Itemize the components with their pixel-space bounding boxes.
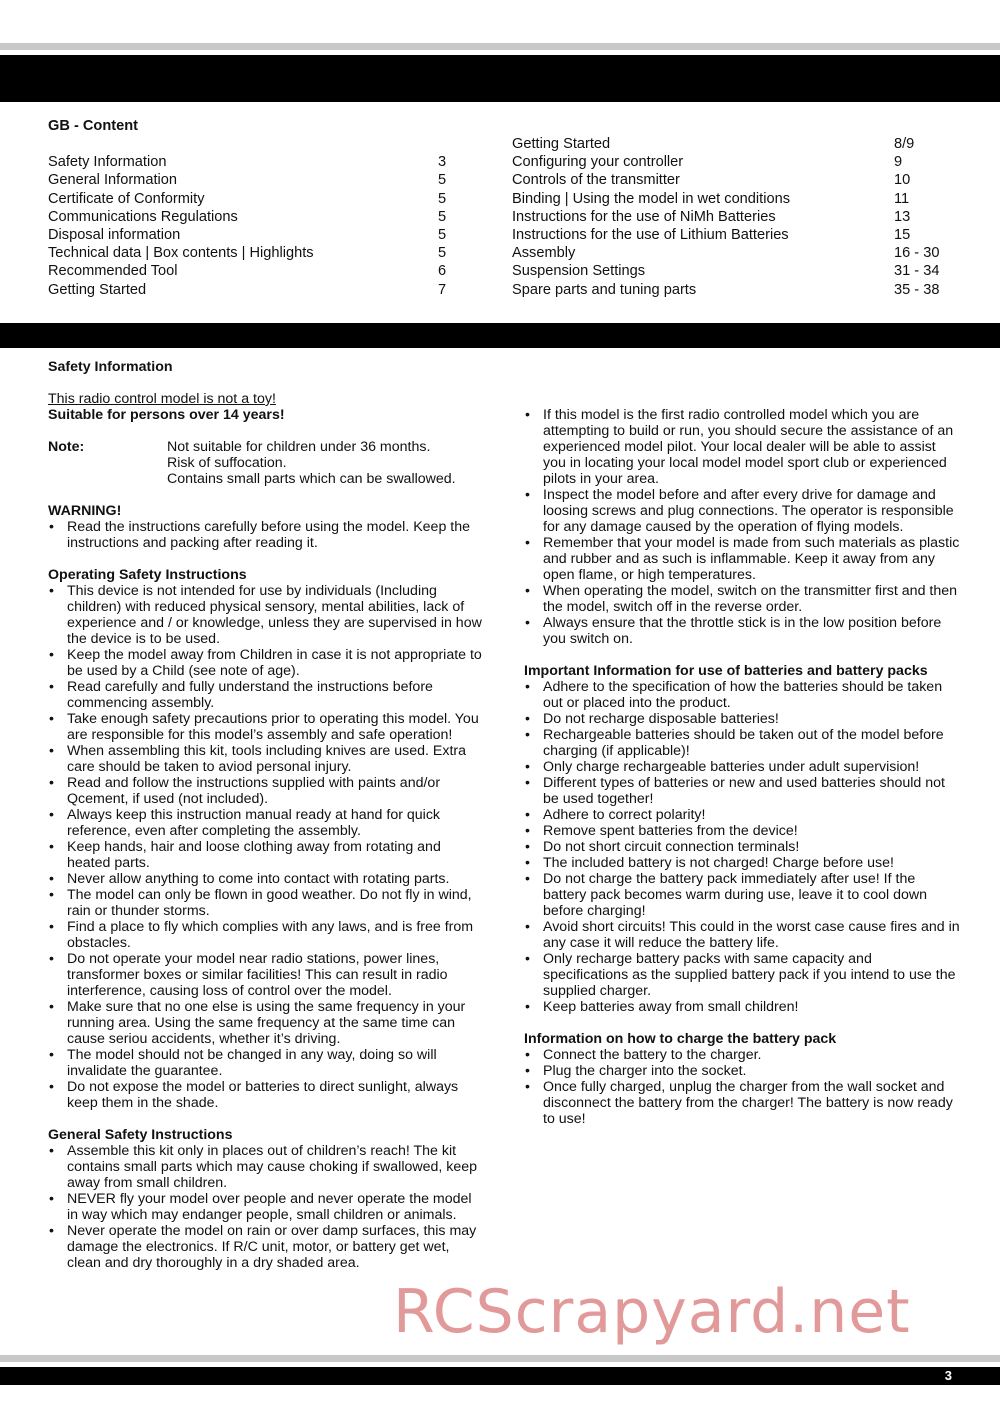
general-list — [48, 1143, 484, 1271]
toc-entry-title: Safety Information — [48, 154, 167, 171]
toc-entry-title: Suspension Settings — [512, 263, 646, 280]
list-item: • Only charge rechargeable batteries under adult supervision! — [524, 759, 960, 775]
battery-title: Important Information for use of batteries and battery packs — [524, 663, 928, 679]
toc-left — [48, 117, 447, 299]
header-banner — [0, 55, 1000, 102]
note-block — [48, 439, 484, 487]
toc-entry-title: Disposal information — [48, 227, 181, 244]
list-item: • Keep the model away from Children in case it is not appropriate to be used by a Child (see note of age). — [48, 647, 484, 679]
list-item: • Read the instructions carefully before using the model. Keep the instructions and packing after reading it. — [48, 519, 484, 551]
list-item: • The model can only be flown in good weather. Do not fly in wind, rain or thunder storms. — [48, 887, 484, 919]
toc-entry — [512, 244, 942, 262]
section-banner — [0, 323, 1000, 348]
toc-entry: Certificate of Conformity 5 — [48, 190, 447, 207]
toc-entry-title: Controls of the transmitter — [512, 172, 680, 189]
toc-entry — [512, 262, 942, 280]
toc-entry — [512, 281, 942, 299]
toc-entry — [512, 208, 942, 226]
safety-left-column — [48, 359, 484, 1271]
toc-entry: Recommended Tool 6 — [48, 263, 447, 280]
list-item: • Take enough safety precautions prior to operating this model. You are responsible for this model’s assembly and safe operation! — [48, 711, 484, 743]
list-item: • Only recharge battery packs with same capacity and specifications as the supplied battery pack if you intend to use the supplied charger. — [524, 951, 960, 999]
operating-title: Operating Safety Instructions — [48, 567, 247, 583]
top-grey-rule — [0, 43, 1000, 50]
toc-entry-title: Assembly — [512, 245, 576, 262]
list-item: • The model should not be changed in any way, doing so will invalidate the guarantee. — [48, 1047, 484, 1079]
list-item: • This device is not intended for use by individuals (Including children) with reduced physical sensory, mental abilities, lack of experience and / or knowledge, unless they are supervised in how the device is to be used. — [48, 583, 484, 647]
safety-title: Safety Information — [48, 359, 173, 375]
list-item: • Rechargeable batteries should be taken out of the model before charging (if applicable)! — [524, 727, 960, 759]
list-item: • Different types of batteries or new and used batteries should not be used together! — [524, 775, 960, 807]
right-safety-list — [524, 407, 960, 647]
toc-entry-title: General Information — [48, 172, 177, 189]
list-item: • The included battery is not charged! Charge before use! — [524, 855, 960, 871]
charge-list — [524, 1047, 960, 1127]
toc-entry-title: Certificate of Conformity — [48, 190, 205, 207]
list-item: • Remove spent batteries from the device! — [524, 823, 960, 839]
list-item: • Connect the battery to the charger. — [524, 1047, 960, 1063]
toc-entry-title: Spare parts and tuning parts — [512, 281, 697, 298]
toc-entry: Communications Regulations 5 — [48, 208, 447, 225]
note-line: Not suitable for children under 36 months. — [167, 439, 431, 455]
toc-entry-page: 9 — [894, 154, 903, 171]
charge-title: Information on how to charge the battery pack — [524, 1031, 837, 1047]
list-item: • NEVER fly your model over people and never operate the model in way which may endanger people, small children or animals. — [48, 1191, 484, 1223]
list-item: • Never operate the model on rain or over damp surfaces, this may damage the electronics. If R/C unit, motor, or battery get wet, clean and dry thoroughly in a dry shaded area. — [48, 1223, 484, 1271]
list-item: • Remember that your model is made from such materials as plastic and rubber and as such is inflammable. Keep it away from any open flame, or high temperatures. — [524, 535, 960, 583]
list-item: • Read carefully and fully understand the instructions before commencing assembly. — [48, 679, 484, 711]
list-item: • Plug the charger into the socket. — [524, 1063, 960, 1079]
bottom-grey-rule — [0, 1355, 1000, 1362]
list-item: • Adhere to correct polarity! — [524, 807, 960, 823]
list-item: • Do not expose the model or batteries to direct sunlight, always keep them in the shade. — [48, 1079, 484, 1111]
toc-entry-page: 31 - 34 — [894, 263, 940, 280]
toc-entry-page: 16 - 30 — [894, 245, 940, 262]
watermark: RCScrapyard.net — [393, 1277, 911, 1347]
list-item: • Do not recharge disposable batteries! — [524, 711, 960, 727]
note-line: Contains small parts which can be swallowed. — [167, 471, 456, 487]
list-item: • Keep hands, hair and loose clothing away from rotating and heated parts. — [48, 839, 484, 871]
toc-entry-page: 15 — [894, 227, 911, 244]
list-item: • Do not short circuit connection terminals! — [524, 839, 960, 855]
not-a-toy-text: This radio control model is not a toy! — [48, 391, 276, 407]
age-text: Suitable for persons over 14 years! — [48, 407, 285, 423]
list-item: • Keep batteries away from small children! — [524, 999, 960, 1015]
toc-entry-title: Getting Started — [512, 136, 611, 152]
toc-right — [512, 135, 942, 299]
toc-entry-title: Binding | Using the model in wet conditions — [512, 190, 790, 207]
warning-title: WARNING! — [48, 503, 122, 519]
list-item: • Inspect the model before and after every drive for damage and loosing screws and plug connections. The operator is responsible for any damage caused by the operation of flying models. — [524, 487, 960, 535]
page-number: 3 — [944, 1368, 952, 1383]
toc-entry-page: 8/9 — [894, 136, 915, 152]
list-item: • If this model is the first radio controlled model which you are attempting to build or run, you should secure the assistance of an experienced model pilot. Your local dealer will be able to assist you in locating your local model model sport club or experienced pilots in your area. — [524, 407, 960, 487]
toc-entry-title: Configuring your controller — [512, 154, 684, 171]
toc-entry — [512, 226, 942, 244]
toc-entry-title: Instructions for the use of Lithium Batteries — [512, 227, 789, 244]
note-label: Note: — [48, 439, 85, 455]
footer-banner — [0, 1367, 1000, 1385]
list-item: • Do not operate your model near radio stations, power lines, transformer boxes or similar facilities! This can result in radio interference, causing loss of control over the model. — [48, 951, 484, 999]
toc-entry-page: 10 — [894, 172, 911, 189]
battery-list — [524, 679, 960, 1015]
list-item: • Read and follow the instructions supplied with paints and/or Qcement, if used (not included). — [48, 775, 484, 807]
toc-entry: Getting Started 7 — [48, 281, 447, 298]
toc-entry-title: Recommended Tool — [48, 263, 178, 280]
toc-entry-title: Instructions for the use of NiMh Batteries — [512, 208, 776, 225]
list-item: • Never allow anything to come into contact with rotating parts. — [48, 871, 484, 887]
list-item: • Once fully charged, unplug the charger from the wall socket and disconnect the battery from the charger! The battery is now ready to use! — [524, 1079, 960, 1127]
toc-entry: Safety Information 3 — [48, 154, 447, 171]
list-item: • Do not charge the battery pack immediately after use! If the battery pack becomes warm during use, leave it to cool down before charging! — [524, 871, 960, 919]
list-item: • Avoid short circuits! This could in the worst case cause fires and in any case it will reduce the battery life. — [524, 919, 960, 951]
list-item: • When assembling this kit, tools including knives are used. Extra care should be taken to aviod personal injury. — [48, 743, 484, 775]
list-item: • Always keep this instruction manual ready at hand for quick reference, even after completing the assembly. — [48, 807, 484, 839]
warning-list — [48, 519, 484, 551]
toc-entry — [512, 153, 942, 171]
list-item: • Make sure that no one else is using the same frequency in your running area. Using the same frequency at the same time can cause seriou accidents, whether it’s driving. — [48, 999, 484, 1047]
list-item: • Adhere to the specification of how the batteries should be taken out or placed into the product. — [524, 679, 960, 711]
toc-entry: Disposal information 5 — [48, 227, 447, 244]
list-item: • Find a place to fly which complies with any laws, and is free from obstacles. — [48, 919, 484, 951]
toc-entry — [512, 171, 942, 189]
toc-entry-page: 13 — [894, 208, 911, 225]
list-item: • Assemble this kit only in places out of children’s reach! The kit contains small parts which may cause choking if swallowed, keep away from small children. — [48, 1143, 484, 1191]
toc-entry-title: Communications Regulations — [48, 208, 238, 225]
toc-entry-page: 35 - 38 — [894, 281, 940, 298]
toc-entry-page: 11 — [894, 190, 910, 207]
toc-entry — [512, 135, 942, 153]
toc-entry: Technical data | Box contents | Highlights 5 — [48, 245, 447, 262]
operating-list — [48, 583, 484, 1111]
toc-entry — [512, 190, 942, 208]
note-line: Risk of suffocation. — [167, 455, 287, 471]
list-item: • Always ensure that the throttle stick is in the low position before you switch on. — [524, 615, 960, 647]
general-title: General Safety Instructions — [48, 1127, 233, 1143]
safety-right-column — [524, 407, 960, 1127]
list-item: • When operating the model, switch on the transmitter first and then the model, switch off in the reverse order. — [524, 583, 960, 615]
toc-title: GB - Content — [48, 118, 138, 134]
toc-entry-title: Getting Started — [48, 281, 147, 298]
toc-entry: General Information 5 — [48, 172, 447, 189]
toc-entry-title: Technical data | Box contents | Highlights — [48, 245, 314, 262]
